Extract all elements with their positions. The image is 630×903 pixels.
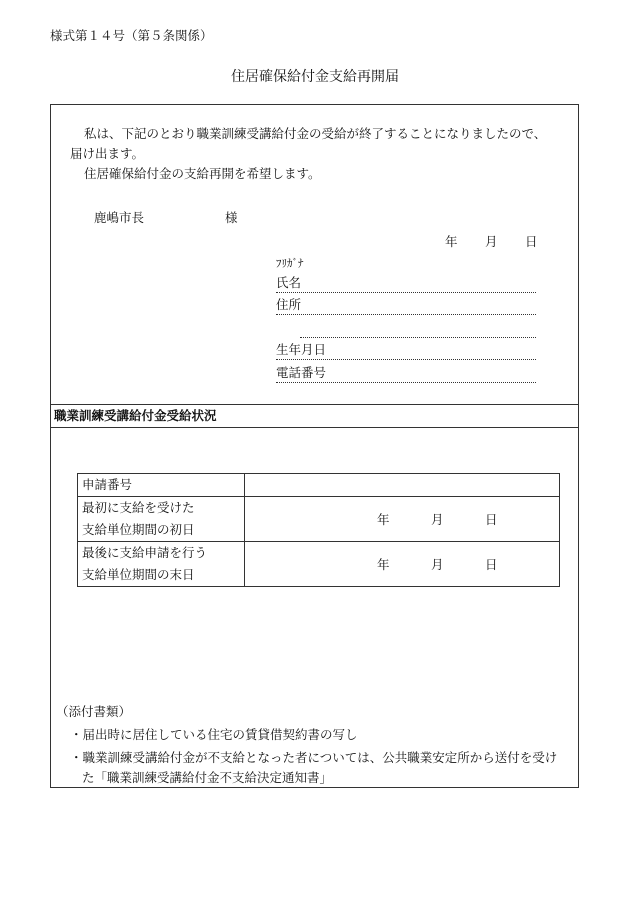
first-period-label xyxy=(78,497,245,542)
first-period-label-line-2: 支給単位期間の初日 xyxy=(82,522,195,537)
phone-field[interactable] xyxy=(276,366,536,383)
last-year-label: 年 xyxy=(377,557,390,572)
document-title: 住居確保給付金支給再開届 xyxy=(231,69,399,85)
last-period-label xyxy=(78,542,245,587)
attachment-item-2-line-1: ・職業訓練受講給付金が不支給となった者については、公共職業安定所から送付を受け xyxy=(70,750,558,765)
addressee-honorific: 様 xyxy=(225,210,238,225)
form-number: 様式第１４号（第５条関係） xyxy=(50,28,213,43)
addressee-name: 鹿嶋市長 xyxy=(94,210,145,225)
address-line-2-field[interactable] xyxy=(300,321,536,338)
last-day-label: 日 xyxy=(485,557,498,572)
declaration-line-3: 住居確保給付金の支給再開を希望します。 xyxy=(84,166,321,181)
date-day-label: 日 xyxy=(525,234,538,249)
attachment-item-2-line-2: た「職業訓練受講給付金不支給決定通知書」 xyxy=(82,770,333,785)
name-field[interactable] xyxy=(276,276,536,293)
date-month-label: 月 xyxy=(485,234,498,249)
declaration-line-2: 届け出ます。 xyxy=(70,146,145,161)
application-number-field[interactable] xyxy=(245,474,560,497)
name-label: 氏名 xyxy=(276,275,302,290)
birthdate-label: 生年月日 xyxy=(276,342,327,357)
attachment-item-1: ・届出時に居住している住宅の賃貸借契約書の写し xyxy=(70,727,358,742)
address-field[interactable] xyxy=(276,298,536,315)
first-month-label: 月 xyxy=(431,512,444,527)
last-period-date-field[interactable] xyxy=(245,542,560,587)
application-number-label: 申請番号 xyxy=(78,474,245,497)
first-day-label: 日 xyxy=(485,512,498,527)
declaration-line-1: 私は、下記のとおり職業訓練受講給付金の受給が終了することになりましたので、 xyxy=(84,126,547,141)
first-year-label: 年 xyxy=(377,512,390,527)
form-frame xyxy=(50,104,579,788)
phone-label: 電話番号 xyxy=(276,365,327,380)
table-row xyxy=(78,474,560,497)
birthdate-field[interactable] xyxy=(276,343,536,360)
last-period-label-line-2: 支給単位期間の末日 xyxy=(82,567,195,582)
address-label: 住所 xyxy=(276,297,302,312)
last-period-label-line-1: 最後に支給申請を行う xyxy=(82,545,208,560)
section-header: 職業訓練受講給付金受給状況 xyxy=(50,404,579,428)
first-period-date-field[interactable] xyxy=(245,497,560,542)
benefit-status-table xyxy=(77,473,560,587)
furigana-label: ﾌﾘｶﾞﾅ xyxy=(276,257,304,270)
attachments-heading: （添付書類） xyxy=(56,704,132,719)
table-row xyxy=(78,542,560,587)
last-month-label: 月 xyxy=(431,557,444,572)
table-row xyxy=(78,497,560,542)
date-year-label: 年 xyxy=(445,234,458,249)
first-period-label-line-1: 最初に支給を受けた xyxy=(82,500,195,515)
